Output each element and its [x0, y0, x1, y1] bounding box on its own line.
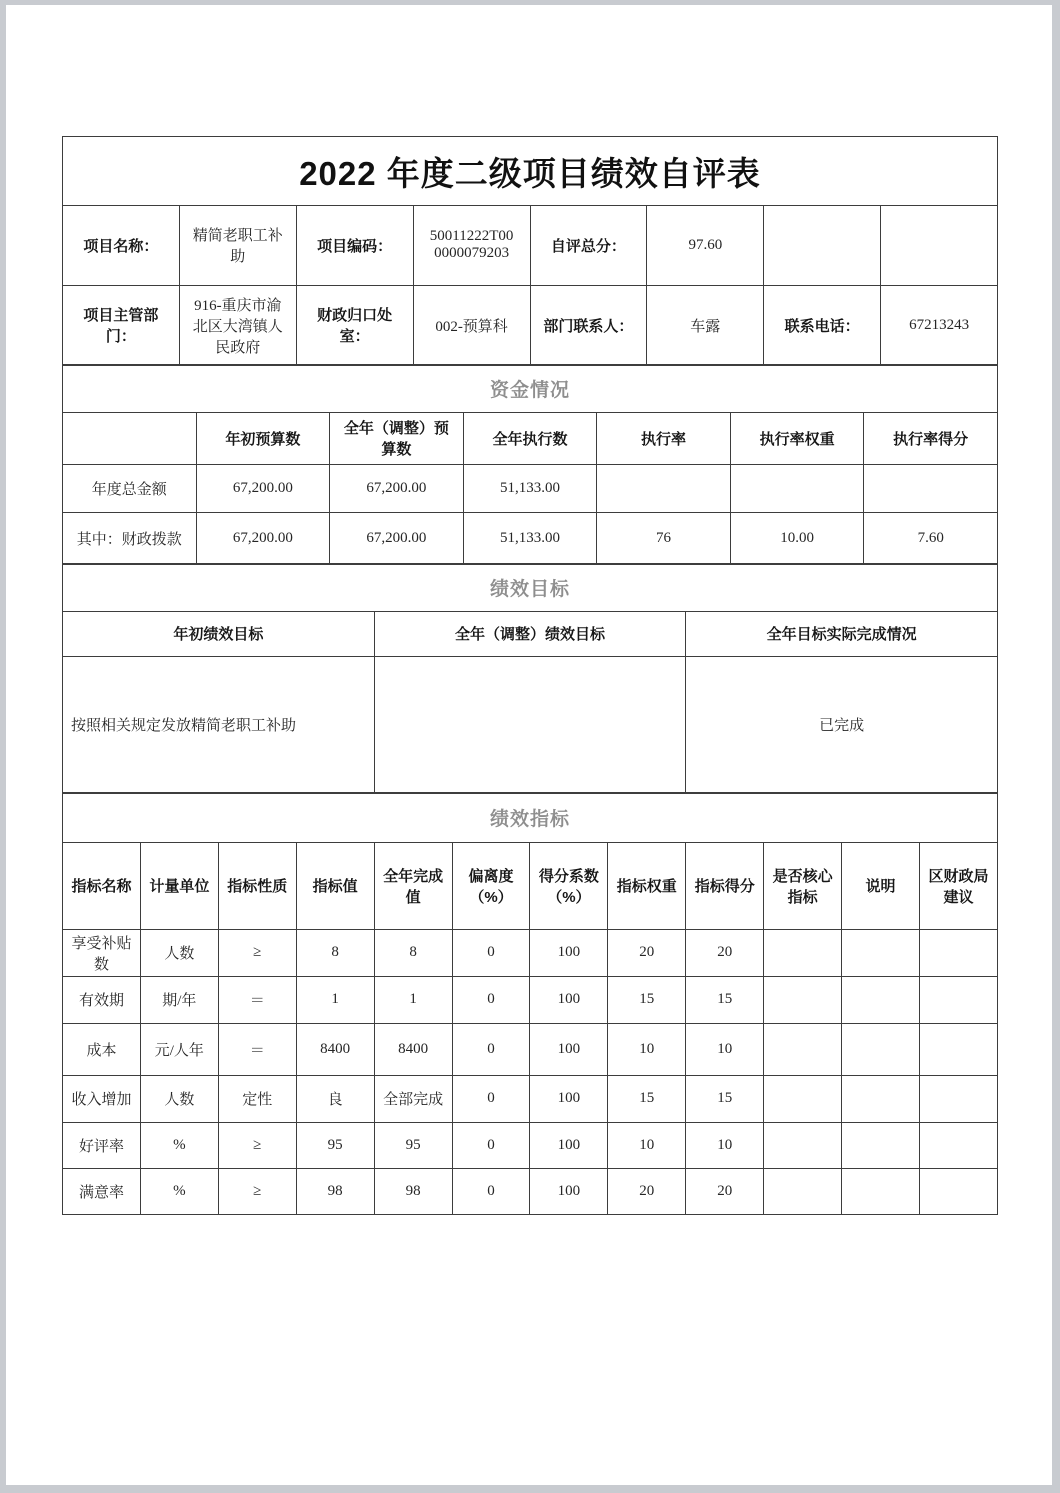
table-cell	[764, 1023, 842, 1075]
table-cell: 1	[374, 976, 452, 1023]
table-cell: 20	[686, 1168, 764, 1214]
table-row	[63, 1023, 998, 1075]
table-cell: 0	[452, 1122, 530, 1168]
column-header: 得分系数（%）	[530, 842, 608, 929]
table-cell: 8400	[374, 1023, 452, 1075]
table-cell	[597, 464, 731, 512]
goals-table	[62, 611, 998, 794]
table-cell: 20	[608, 929, 686, 976]
table-cell	[764, 1168, 842, 1214]
indicator-name: 好评率	[63, 1122, 141, 1168]
adjusted-goal-cell	[374, 656, 686, 793]
table-cell: 67,200.00	[330, 464, 464, 512]
table-cell	[764, 976, 842, 1023]
column-header: 执行率得分	[864, 412, 998, 464]
indicator-name: 收入增加	[63, 1075, 141, 1122]
table-cell: 100	[530, 1075, 608, 1122]
column-header: 年初绩效目标	[63, 611, 375, 656]
table-cell	[764, 1122, 842, 1168]
table-cell: 10.00	[730, 512, 864, 564]
table-cell	[842, 1168, 920, 1214]
dept-label: 项目主管部门：	[63, 285, 180, 365]
table-cell: %	[140, 1122, 218, 1168]
self-evaluation-form	[62, 136, 998, 1215]
initial-goal-cell: 按照相关规定发放精简老职工补助	[63, 656, 375, 793]
table-row	[63, 1168, 998, 1214]
table-header-row	[63, 412, 998, 464]
table-cell: 51,133.00	[463, 512, 597, 564]
contact-label: 部门联系人：	[530, 285, 647, 365]
table-row	[63, 929, 998, 976]
indicator-name: 享受补贴数	[63, 929, 141, 976]
column-header: 全年（调整）预算数	[330, 412, 464, 464]
table-cell: 100	[530, 1023, 608, 1075]
table-header-row	[63, 842, 998, 929]
table-cell	[919, 1168, 997, 1214]
contact-value: 车露	[647, 285, 764, 365]
table-cell: %	[140, 1168, 218, 1214]
table-cell: 元/人年	[140, 1023, 218, 1075]
table-row	[63, 1122, 998, 1168]
self-score-value: 97.60	[647, 205, 764, 285]
table-cell: 100	[530, 1168, 608, 1214]
table-header-row	[63, 611, 998, 656]
table-cell: 10	[608, 1023, 686, 1075]
table-cell: 10	[686, 1023, 764, 1075]
table-cell: 良	[296, 1075, 374, 1122]
table-row	[63, 285, 998, 365]
table-cell: 0	[452, 1168, 530, 1214]
table-cell: ＝	[218, 1023, 296, 1075]
table-cell: 95	[296, 1122, 374, 1168]
table-row	[63, 1075, 998, 1122]
table-cell	[919, 929, 997, 976]
column-header: 说明	[842, 842, 920, 929]
table-cell: 98	[296, 1168, 374, 1214]
title-table	[62, 136, 998, 206]
page-title: 2022 年度二级项目绩效自评表	[63, 137, 998, 206]
empty-cell	[881, 205, 998, 285]
table-cell: 98	[374, 1168, 452, 1214]
table-cell: 67,200.00	[330, 512, 464, 564]
column-header: 全年目标实际完成情况	[686, 611, 998, 656]
table-cell: 76	[597, 512, 731, 564]
table-cell: 51,133.00	[463, 464, 597, 512]
table-cell	[764, 929, 842, 976]
table-cell: 0	[452, 1023, 530, 1075]
table-cell: 20	[686, 929, 764, 976]
table-cell: 0	[452, 929, 530, 976]
phone-label: 联系电话：	[764, 285, 881, 365]
column-header: 区财政局建议	[919, 842, 997, 929]
indicators-table	[62, 842, 998, 1215]
indicators-section-header	[62, 792, 998, 843]
funds-section-title: 资金情况	[63, 365, 998, 413]
table-row	[63, 656, 998, 793]
column-header: 执行率	[597, 412, 731, 464]
table-cell: 10	[608, 1122, 686, 1168]
table-cell: 8	[296, 929, 374, 976]
table-cell	[919, 1023, 997, 1075]
project-code-label: 项目编码：	[296, 205, 413, 285]
table-cell: ≥	[218, 1122, 296, 1168]
finance-office-value: 002-预算科	[413, 285, 530, 365]
table-cell: 100	[530, 976, 608, 1023]
table-row	[63, 976, 998, 1023]
column-header: 指标值	[296, 842, 374, 929]
table-cell: 1	[296, 976, 374, 1023]
table-cell	[864, 464, 998, 512]
column-header: 全年执行数	[463, 412, 597, 464]
table-cell: ＝	[218, 976, 296, 1023]
column-header: 指标名称	[63, 842, 141, 929]
table-cell	[842, 976, 920, 1023]
column-header: 全年完成值	[374, 842, 452, 929]
indicator-name: 成本	[63, 1023, 141, 1075]
indicator-name: 有效期	[63, 976, 141, 1023]
table-row	[63, 512, 998, 564]
table-cell	[919, 1122, 997, 1168]
completion-status-cell: 已完成	[686, 656, 998, 793]
finance-office-label: 财政归口处室：	[296, 285, 413, 365]
table-cell: ≥	[218, 929, 296, 976]
table-cell: 人数	[140, 1075, 218, 1122]
column-header: 全年（调整）绩效目标	[374, 611, 686, 656]
table-cell: 8400	[296, 1023, 374, 1075]
indicators-section-title: 绩效指标	[63, 793, 998, 843]
table-cell: 定性	[218, 1075, 296, 1122]
table-cell	[842, 1075, 920, 1122]
dept-value: 916-重庆市渝北区大湾镇人民政府	[179, 285, 296, 365]
table-cell	[842, 929, 920, 976]
table-cell	[764, 1075, 842, 1122]
table-cell	[919, 1075, 997, 1122]
row-label: 其中：财政拨款	[63, 512, 197, 564]
table-cell: 15	[608, 976, 686, 1023]
table-cell	[919, 976, 997, 1023]
table-cell: 15	[686, 1075, 764, 1122]
table-cell: 67,200.00	[196, 512, 330, 564]
empty-cell	[764, 205, 881, 285]
column-header: 偏离度（%）	[452, 842, 530, 929]
project-code-value: 50011222T000000079203	[413, 205, 530, 285]
column-header: 年初预算数	[196, 412, 330, 464]
document-page	[6, 5, 1052, 1485]
table-cell: 10	[686, 1122, 764, 1168]
table-cell: 15	[686, 976, 764, 1023]
column-header: 指标得分	[686, 842, 764, 929]
table-cell: 8	[374, 929, 452, 976]
table-cell: 7.60	[864, 512, 998, 564]
project-info-table	[62, 205, 998, 366]
table-cell: 67,200.00	[196, 464, 330, 512]
column-header: 计量单位	[140, 842, 218, 929]
project-name-value: 精简老职工补助	[179, 205, 296, 285]
table-cell	[842, 1122, 920, 1168]
goals-section-title: 绩效目标	[63, 564, 998, 612]
table-cell: 15	[608, 1075, 686, 1122]
column-header: 指标性质	[218, 842, 296, 929]
goals-section-header	[62, 563, 998, 612]
table-cell: 100	[530, 1122, 608, 1168]
table-cell: 95	[374, 1122, 452, 1168]
self-score-label: 自评总分：	[530, 205, 647, 285]
table-row	[63, 464, 998, 512]
column-header: 是否核心指标	[764, 842, 842, 929]
funds-section-header	[62, 364, 998, 413]
indicator-name: 满意率	[63, 1168, 141, 1214]
project-name-label: 项目名称：	[63, 205, 180, 285]
table-cell: ≥	[218, 1168, 296, 1214]
table-cell: 人数	[140, 929, 218, 976]
column-header: 执行率权重	[730, 412, 864, 464]
table-cell	[730, 464, 864, 512]
table-cell: 0	[452, 1075, 530, 1122]
row-label: 年度总金额	[63, 464, 197, 512]
phone-value: 67213243	[881, 285, 998, 365]
table-cell	[842, 1023, 920, 1075]
table-cell: 0	[452, 976, 530, 1023]
table-row	[63, 205, 998, 285]
funds-table	[62, 412, 998, 565]
column-header: 指标权重	[608, 842, 686, 929]
table-cell: 全部完成	[374, 1075, 452, 1122]
table-cell: 100	[530, 929, 608, 976]
table-cell: 期/年	[140, 976, 218, 1023]
table-cell: 20	[608, 1168, 686, 1214]
column-header	[63, 412, 197, 464]
